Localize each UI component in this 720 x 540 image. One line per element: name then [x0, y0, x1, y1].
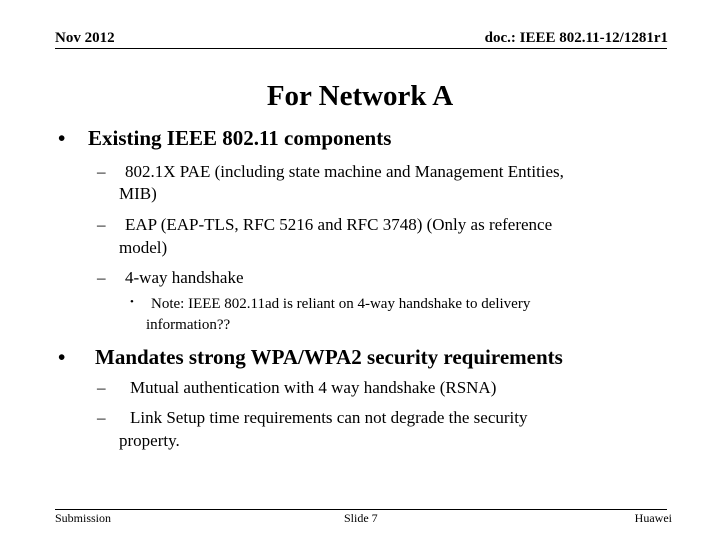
footer-slide-number: Slide 7	[344, 511, 378, 525]
dash-marker: –	[97, 268, 106, 287]
bullet-existing-components: Existing IEEE 802.11 components	[88, 126, 392, 150]
subitem-802-1x-pae: 802.1X PAE (including state machine and Management Entities,	[125, 162, 564, 181]
subitem-eap: EAP (EAP-TLS, RFC 5216 and RFC 3748) (Only as reference	[125, 215, 553, 234]
bullet-marker: •	[58, 126, 66, 150]
subitem-mutual-authentication: Mutual authentication with 4 way handshake (RSNA)	[130, 378, 497, 397]
note-802-11ad-cont: information??	[146, 317, 231, 333]
header-document-id: doc.: IEEE 802.11-12/1281r1	[484, 30, 668, 46]
dash-marker: –	[97, 408, 106, 427]
footer-company: Huawei	[634, 511, 672, 525]
subitem-802-1x-pae-cont: MIB)	[119, 184, 157, 203]
subitem-4-way-handshake: 4-way handshake	[125, 268, 244, 287]
subitem-link-setup: Link Setup time requirements can not degrade the security	[130, 408, 528, 427]
header-divider	[55, 48, 667, 49]
bullet-mandates-security: Mandates strong WPA/WPA2 security requirements	[95, 345, 563, 369]
note-802-11ad: Note: IEEE 802.11ad is reliant on 4-way handshake to delivery	[151, 296, 531, 312]
subitem-link-setup-cont: property.	[119, 431, 180, 450]
subitem-eap-cont: model)	[119, 238, 168, 257]
slide-title: For Network A	[266, 80, 454, 112]
bullet-marker: •	[58, 345, 66, 369]
footer-divider	[55, 509, 667, 510]
dash-marker: –	[97, 215, 106, 234]
note-marker: •	[130, 296, 134, 308]
footer-submission: Submission	[55, 511, 112, 525]
dash-marker: –	[97, 162, 106, 181]
dash-marker: –	[97, 378, 106, 397]
header-date: Nov 2012	[55, 30, 115, 46]
